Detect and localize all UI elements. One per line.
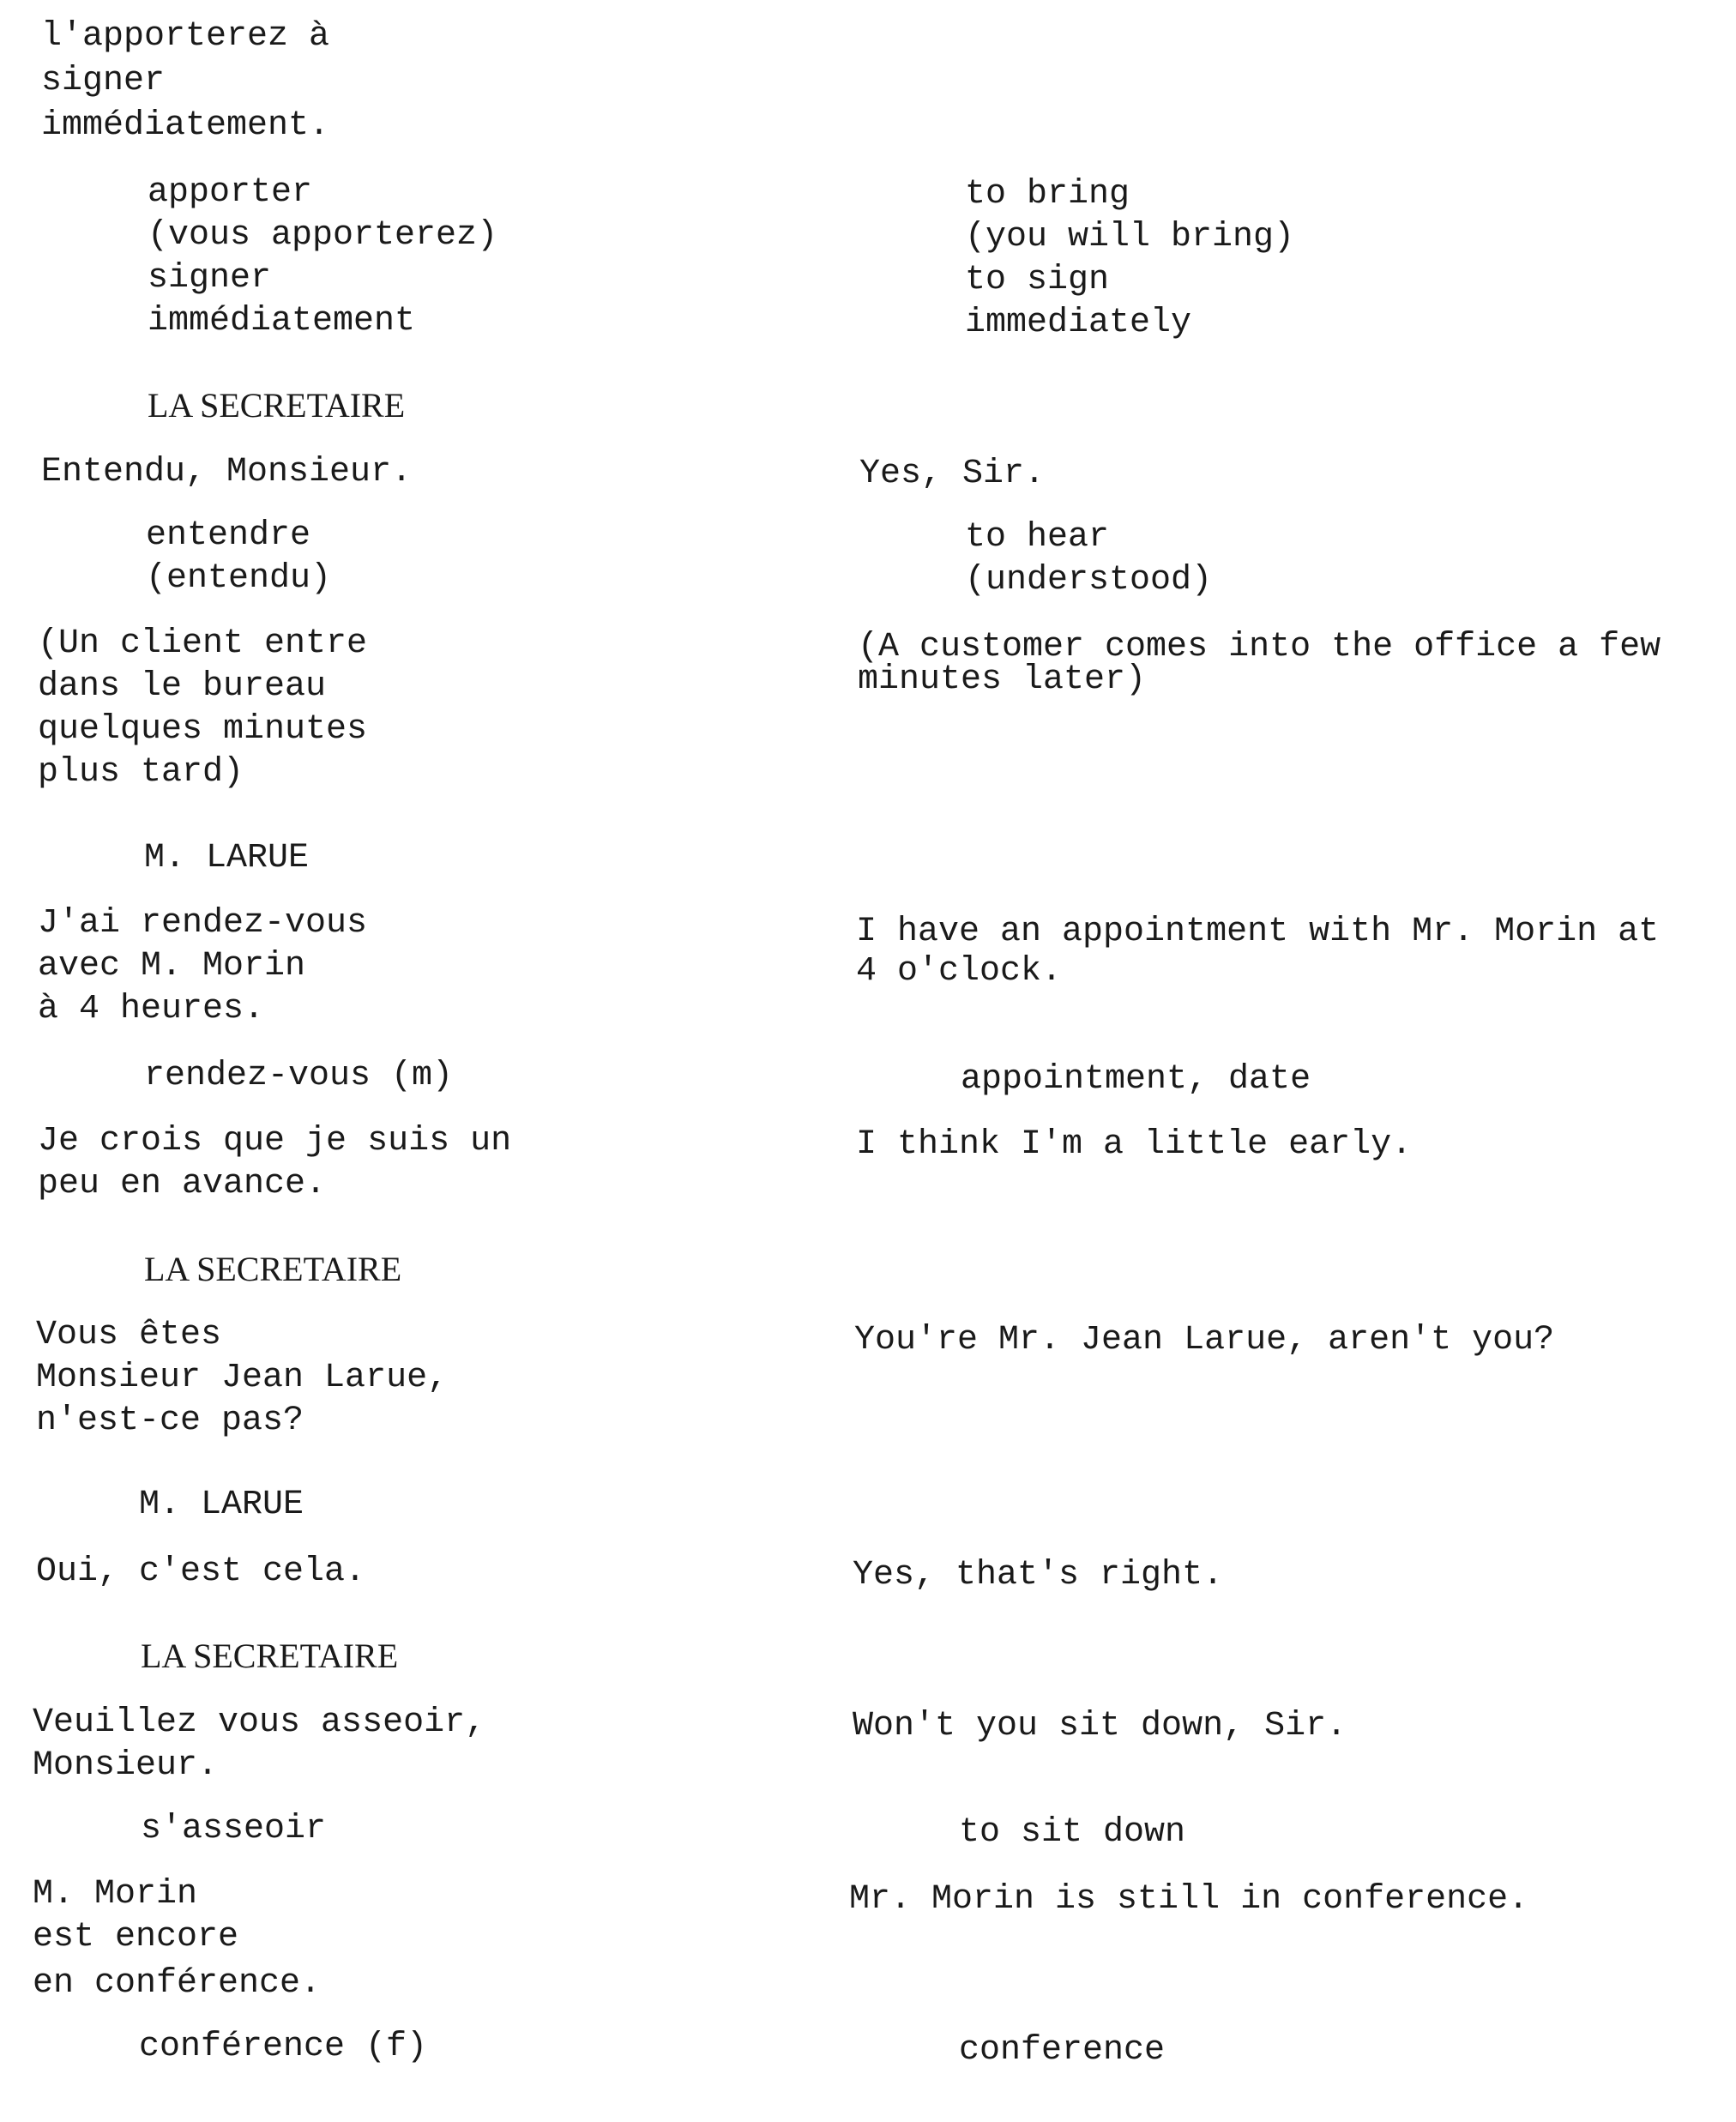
en-text-line: Mr. Morin is still in conference. (849, 1880, 1529, 1919)
fr-text-line: peu en avance. (38, 1165, 327, 1203)
vocab-fr: rendez-vous (m) (144, 1057, 454, 1095)
en-text-line: I have an appointment with Mr. Morin at (856, 913, 1660, 951)
fr-text-line: signer (41, 62, 166, 100)
vocab-en: to sit down (959, 1813, 1186, 1852)
fr-text-line: avec M. Morin (38, 947, 306, 986)
vocab-en: appointment, date (961, 1060, 1311, 1099)
vocab-fr: conférence (f) (139, 2028, 428, 2066)
en-text-line: Yes, that's right. (853, 1556, 1224, 1595)
fr-text-line: immédiatement. (41, 106, 330, 145)
vocab-en: conference (959, 2031, 1166, 2070)
speaker-heading: LA SECRETAIRE (144, 1250, 402, 1288)
vocab-en: (you will bring) (965, 218, 1295, 256)
vocab-en: to bring (965, 175, 1130, 214)
vocab-fr: immédiatement (148, 302, 416, 341)
vocab-en: to hear (965, 518, 1110, 557)
en-text-line: Yes, Sir. (859, 455, 1046, 493)
vocab-en: (understood) (965, 561, 1213, 600)
vocab-fr: s'asseoir (141, 1810, 327, 1848)
speaker-heading: LA SECRETAIRE (141, 1637, 399, 1675)
fr-text-line: M. Morin (33, 1875, 198, 1914)
fr-text-line: Vous êtes (36, 1316, 222, 1354)
speaker-heading: M. LARUE (144, 839, 310, 877)
vocab-en: to sign (965, 261, 1110, 299)
fr-text-line: l'apporterez à (41, 17, 330, 56)
en-text-line: You're Mr. Jean Larue, aren't you? (854, 1321, 1555, 1359)
fr-text-line: quelques minutes (38, 710, 368, 749)
vocab-fr: (vous apporterez) (148, 216, 498, 255)
en-text-line: (A customer comes into the office a few (858, 628, 1661, 666)
fr-text-line: J'ai rendez-vous (38, 904, 368, 943)
fr-text-line: (Un client entre (38, 624, 368, 663)
fr-text-line: Veuillez vous asseoir, (33, 1703, 486, 1742)
fr-text-line: n'est-ce pas? (36, 1402, 304, 1440)
en-text-line: minutes later) (858, 660, 1147, 699)
vocab-fr: (entendu) (146, 559, 332, 598)
fr-text-line: Je crois que je suis un (38, 1122, 512, 1160)
en-text-line: I think I'm a little early. (856, 1125, 1413, 1164)
fr-text-line: Monsieur Jean Larue, (36, 1359, 449, 1397)
speaker-heading: LA SECRETAIRE (148, 386, 406, 425)
fr-text-line: à 4 heures. (38, 990, 265, 1028)
en-text-line: Won't you sit down, Sir. (853, 1707, 1347, 1745)
speaker-heading: M. LARUE (139, 1486, 304, 1524)
vocab-en: immediately (965, 304, 1192, 342)
fr-text-line: Oui, c'est cela. (36, 1552, 366, 1591)
vocab-fr: signer (148, 259, 272, 298)
fr-text-line: Entendu, Monsieur. (41, 453, 413, 491)
fr-text-line: est encore (33, 1918, 239, 1956)
vocab-fr: entendre (146, 516, 311, 555)
fr-text-line: Monsieur. (33, 1746, 219, 1785)
vocab-fr: apporter (148, 173, 313, 212)
fr-text-line: en conférence. (33, 1964, 322, 2003)
fr-text-line: dans le bureau (38, 667, 327, 706)
en-text-line: 4 o'clock. (856, 952, 1063, 991)
fr-text-line: plus tard) (38, 753, 244, 792)
